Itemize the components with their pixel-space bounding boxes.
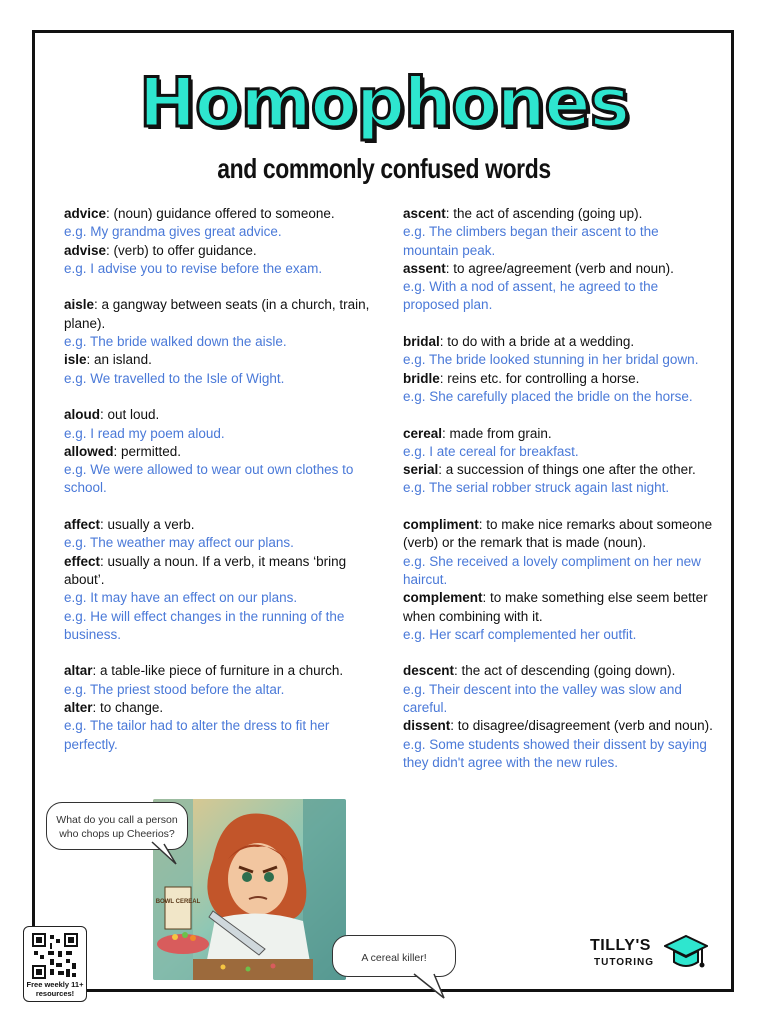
right-column [403, 205, 713, 791]
definition [403, 260, 713, 278]
word-entry [403, 205, 713, 315]
qr-caption: Free weekly 11+ resources! [26, 980, 84, 998]
example-sentence: e.g. I read my poem aloud. [64, 425, 225, 441]
word-entry [403, 516, 713, 644]
headword: complement [403, 590, 483, 606]
example-sentence: e.g. My grandma gives great advice. [64, 224, 282, 240]
example-sentence: e.g. The bride walked down the aisle. [64, 334, 287, 350]
headword: assent [403, 260, 446, 276]
definition-text: : made from grain. [442, 425, 552, 441]
definition-text: : permitted. [113, 443, 182, 459]
headword: effect [64, 553, 101, 569]
definition-text: : an island. [86, 352, 152, 368]
definition-text: : a table-like piece of furniture in a church. [92, 663, 344, 679]
example-sentence: e.g. The priest stood before the altar. [64, 681, 285, 697]
definition [403, 589, 713, 626]
definition-text: : to make something else seem better when combining with it. [403, 590, 708, 624]
headword: bridle [403, 370, 440, 386]
headword: cereal [403, 425, 443, 441]
joke-question: What do you call a person who chops up Cheerios? [56, 814, 178, 840]
example-sentence: e.g. I advise you to revise before the exam. [64, 260, 323, 276]
word-entry [64, 406, 374, 497]
headword: advice [64, 206, 107, 221]
headword: dissent [403, 718, 451, 734]
definition [403, 461, 713, 479]
definition [403, 333, 713, 351]
example-sentence: e.g. It may have an effect on our plans. [64, 590, 298, 606]
definition [403, 516, 713, 553]
joke-answer: A cereal killer! [361, 952, 427, 964]
word-entry [403, 333, 713, 406]
speech-tail [410, 970, 450, 1004]
speech-tail [150, 840, 180, 870]
qr-code[interactable] [23, 926, 87, 1002]
example-sentence: e.g. With a nod of assent, he agreed to the proposed plan. [403, 279, 659, 313]
definition [403, 662, 713, 680]
example-sentence: e.g. Her scarf complemented her outfit. [403, 626, 637, 642]
example-sentence: e.g. She received a lovely compliment on her new haircut. [403, 553, 701, 587]
definition [64, 406, 374, 424]
word-entry [64, 516, 374, 644]
definition [64, 553, 374, 590]
word-entry [64, 205, 374, 278]
definition [64, 662, 374, 680]
headword: advise [64, 242, 107, 258]
definition [403, 205, 713, 223]
definition-text: : to make nice remarks about someone (verb) or the remark that is made (noun). [403, 517, 713, 551]
definition-text: : usually a noun. If a verb, it means ‘bring about’. [64, 553, 347, 587]
logo-sub: TUTORING [594, 957, 655, 968]
example-sentence: e.g. We were allowed to wear out own clothes to school. [64, 462, 354, 496]
example-sentence: e.g. We travelled to the Isle of Wight. [64, 370, 285, 386]
headword: bridal [403, 334, 440, 350]
page-subtitle: and commonly confused words [217, 153, 551, 184]
logo-name: TILLY'S [590, 937, 651, 954]
example-sentence: e.g. The bride looked stunning in her bridal gown. [403, 352, 699, 368]
word-entry [403, 662, 713, 772]
tillys-tutoring-logo [590, 934, 710, 974]
definition-text: : usually a verb. [100, 517, 195, 533]
definition-text: : to agree/agreement (verb and noun). [445, 260, 674, 276]
left-column [64, 205, 374, 772]
definition [64, 443, 374, 461]
example-sentence: e.g. Their descent into the valley was slow and careful. [403, 681, 682, 716]
page-title: Homophones [138, 64, 629, 143]
definition [64, 516, 374, 534]
definition-text: : (noun) guidance offered to someone. [106, 206, 335, 221]
definition [64, 351, 374, 369]
example-sentence: e.g. The serial robber struck again last night. [403, 480, 670, 496]
definition-text: : to do with a bride at a wedding. [439, 334, 635, 350]
definition [403, 425, 713, 443]
headword: isle [64, 352, 87, 368]
definition-text: : to change. [92, 700, 164, 716]
definition [64, 699, 374, 717]
definition [64, 242, 374, 260]
example-sentence: e.g. I ate cereal for breakfast. [403, 443, 579, 459]
definition-text: : a gangway between seats (in a church, train, plane). [64, 297, 370, 331]
word-entry [64, 296, 374, 387]
definition [64, 205, 374, 223]
definition [403, 370, 713, 388]
definition-text: : to disagree/disagreement (verb and noun). [450, 718, 713, 734]
definition [403, 717, 713, 735]
definition-text: : reins etc. for controlling a horse. [439, 370, 640, 386]
definition [64, 296, 374, 333]
word-entry [64, 662, 374, 753]
definition-text: : a succession of things one after the other. [438, 462, 696, 478]
qr-icon [32, 933, 78, 979]
headword: compliment [403, 517, 479, 533]
definition-text: : the act of descending (going down). [454, 663, 676, 679]
definition-text: : out loud. [100, 407, 160, 423]
definition-text: : (verb) to offer guidance. [106, 242, 257, 258]
headword: descent [403, 663, 455, 679]
headword: aloud [64, 407, 100, 423]
headword: aisle [64, 297, 95, 313]
word-entry [403, 425, 713, 498]
example-sentence: e.g. He will effect changes in the running of the business. [64, 608, 345, 642]
headword: ascent [403, 206, 446, 221]
headword: altar [64, 663, 93, 679]
definition-text: : the act of ascending (going up). [445, 206, 643, 221]
example-sentence: e.g. She carefully placed the bridle on the horse. [403, 388, 693, 404]
example-sentence: e.g. The tailor had to alter the dress to fit her perfectly. [64, 718, 330, 752]
headword: allowed [64, 443, 114, 459]
graduation-cap-icon [664, 934, 708, 974]
example-sentence: e.g. Some students showed their dissent by saying they didn't agree with the new rules. [403, 736, 707, 770]
headword: serial [403, 462, 439, 478]
example-sentence: e.g. The climbers began their ascent to the mountain peak. [403, 224, 659, 258]
cereal-box-label: BOWL CEREAL [155, 899, 201, 905]
example-sentence: e.g. The weather may affect our plans. [64, 535, 294, 551]
headword: affect [64, 517, 101, 533]
headword: alter [64, 700, 93, 716]
